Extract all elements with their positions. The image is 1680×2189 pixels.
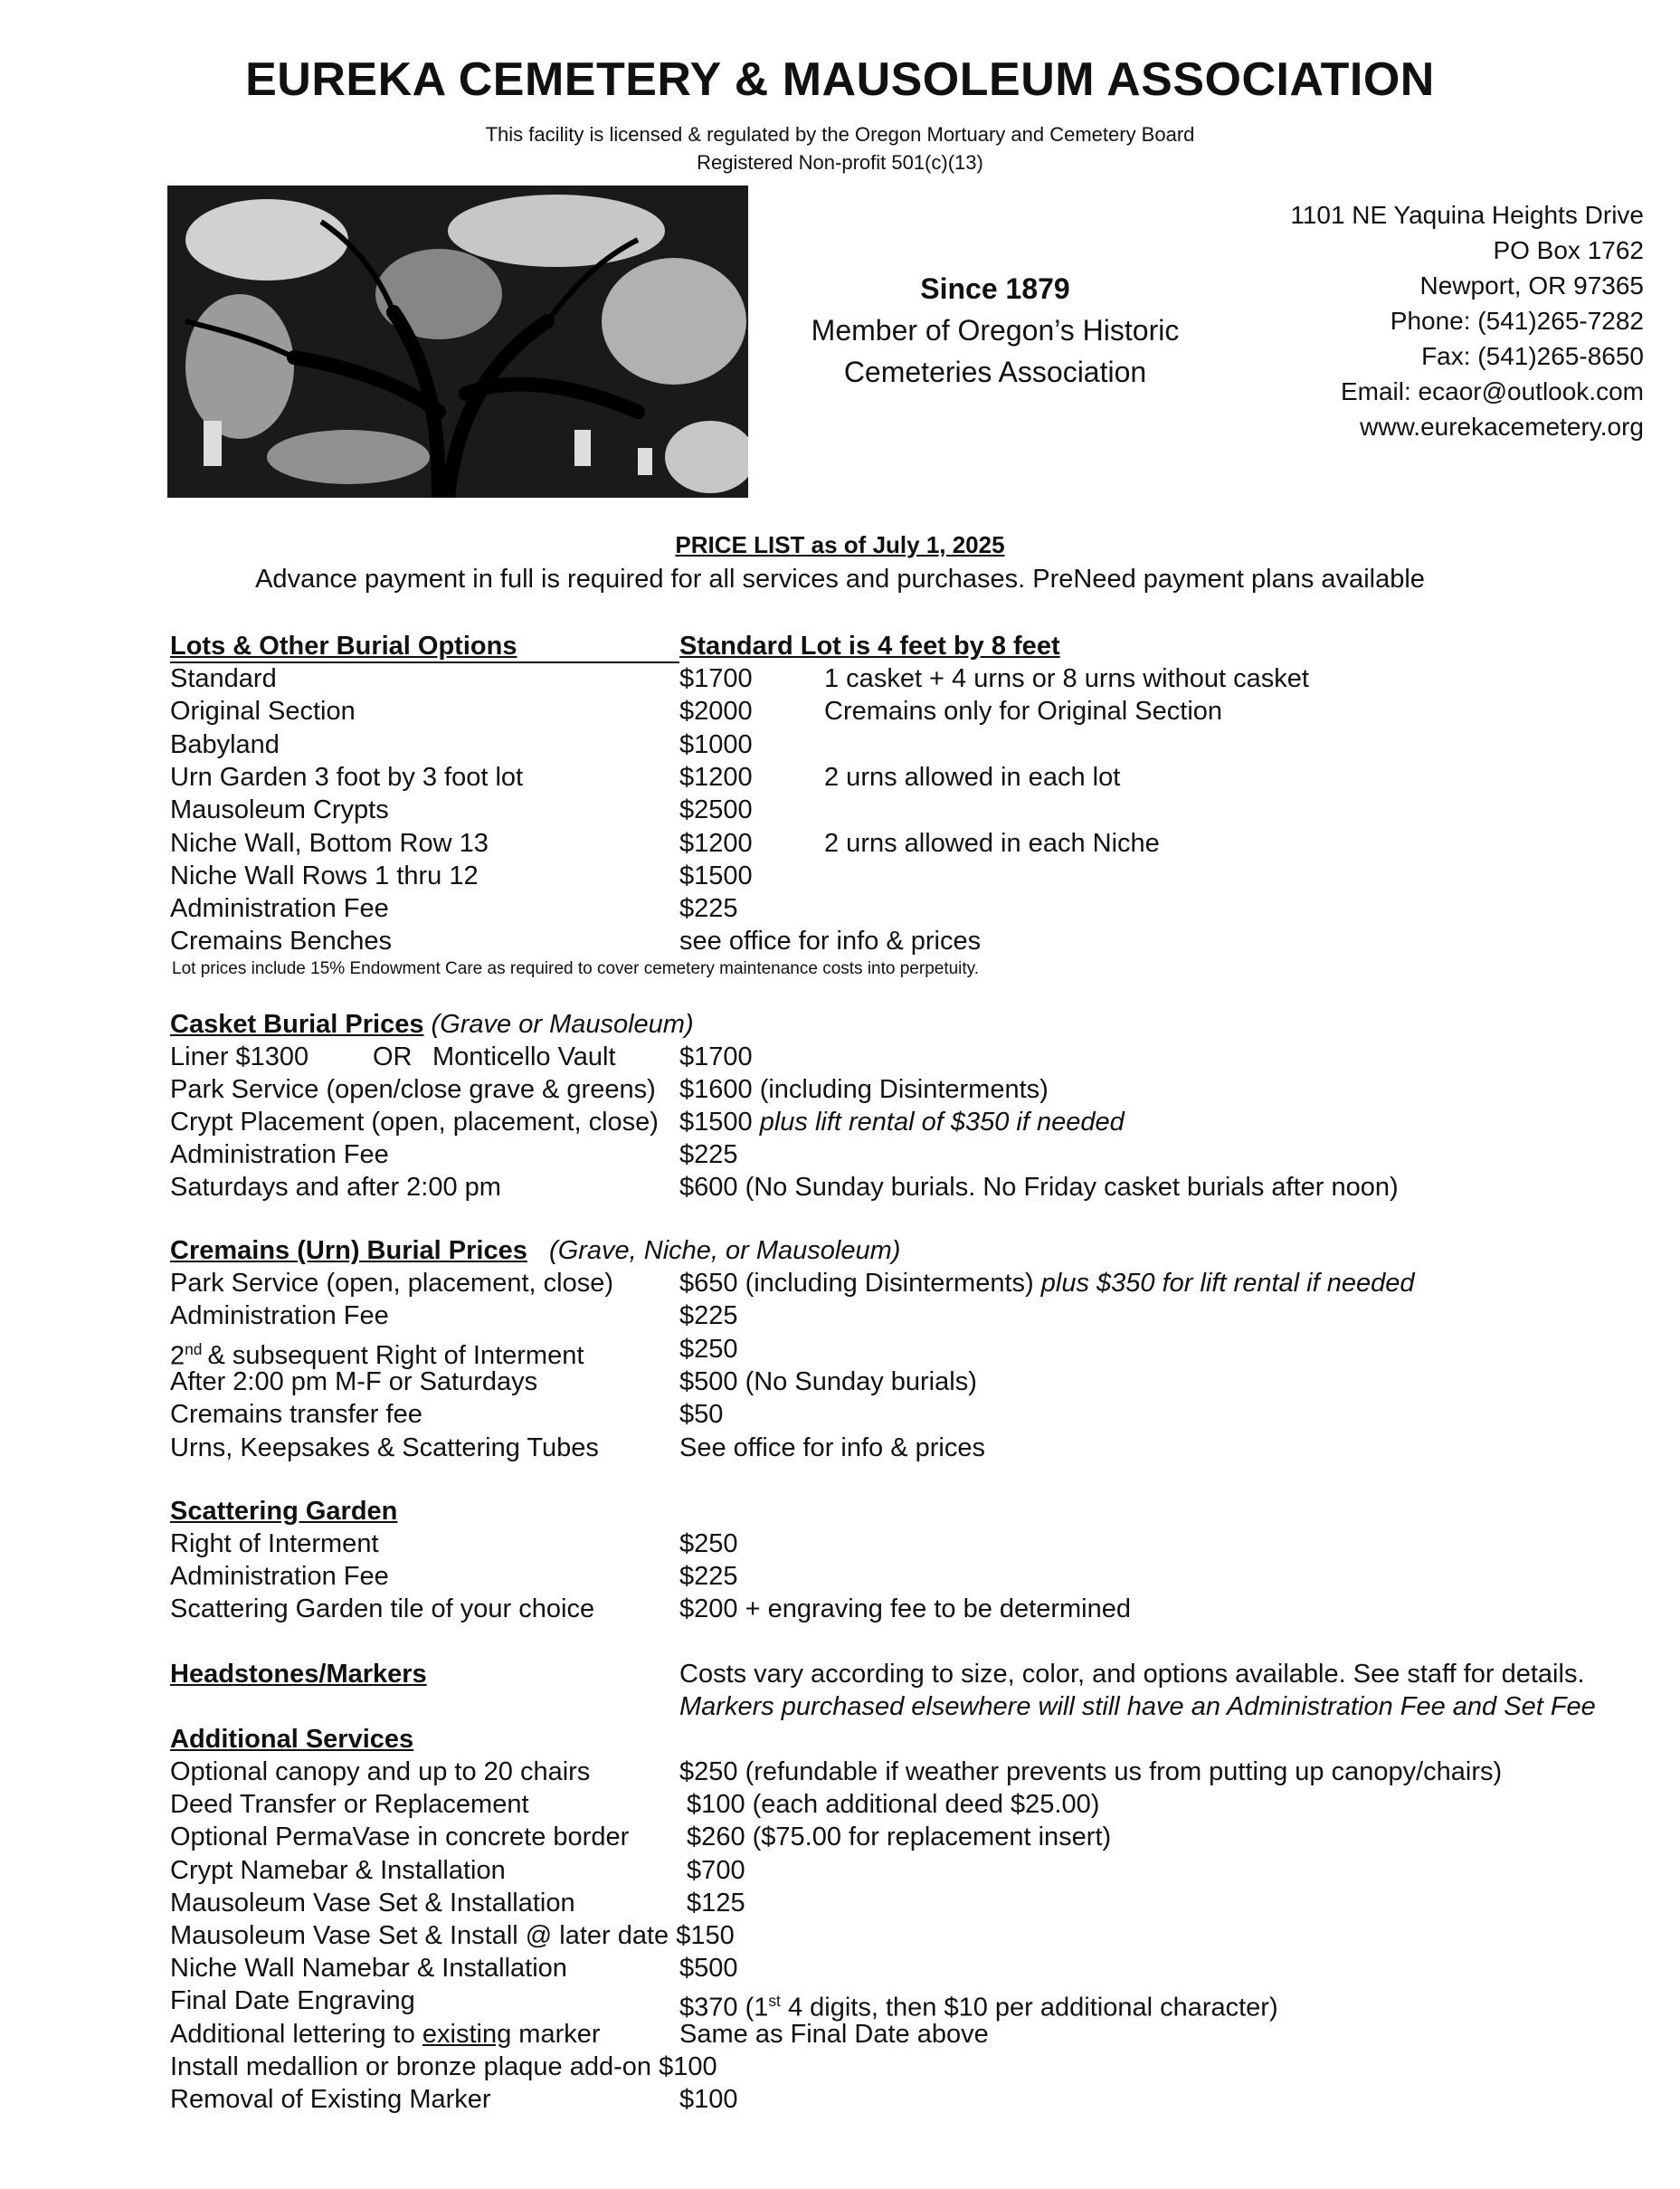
item-price: $500 (No Sunday burials) <box>679 1366 977 1396</box>
casket-heading: Casket Burial Prices <box>170 1010 424 1039</box>
item-price: $600 (No Sunday burials. No Friday casket burials after noon) <box>679 1173 1399 1202</box>
ordinal-number: 2 <box>170 1341 185 1371</box>
additional-heading: Additional Services <box>170 1725 414 1754</box>
item-price: $225 <box>679 894 738 924</box>
item-name-group <box>170 1398 422 1431</box>
item-name: Cremains Benches <box>170 927 392 956</box>
item-price: $260 ($75.00 for replacement insert) <box>679 1823 1112 1852</box>
item-price: $225 <box>679 1562 738 1591</box>
item-price: $1000 <box>679 729 753 759</box>
vault-price: $1700 <box>679 1042 753 1071</box>
item-price-group <box>679 1854 745 1887</box>
item-name: Park Service (open/close grave & greens) <box>170 1075 656 1104</box>
price-list-heading: PRICE LIST as of July 1, 2025 <box>675 531 1005 558</box>
lots-footnote: Lot prices include 15% Endowment Care as required to cover cemetery maintenance costs into perpetuity. <box>172 959 980 978</box>
email-address: Email: ecaor@outlook.com <box>1340 377 1644 405</box>
page-title: EUREKA CEMETERY & MAUSOLEUM ASSOCIATION <box>245 53 1435 106</box>
item-price-group <box>679 1788 1099 1821</box>
item-price-group <box>679 2018 989 2051</box>
item-name: Scattering Garden tile of your choice <box>170 1594 595 1623</box>
item-price-group <box>679 1366 977 1398</box>
item-name: Niche Wall Namebar & Installation <box>170 1954 567 1984</box>
item-name-group <box>170 1366 537 1398</box>
headstones-note: Markers purchased elsewhere will still have an Administration Fee and Set Fee <box>679 1692 1596 1721</box>
item-name: Standard <box>170 664 277 693</box>
item-name: Optional canopy and up to 20 chairs <box>170 1757 591 1786</box>
nonprofit-line: Registered Non-profit 501(c)(13) <box>697 151 983 174</box>
item-price-group <box>679 1756 1502 1788</box>
item-name-rest: marker <box>511 2019 601 2049</box>
item-price-group <box>679 1821 1111 1853</box>
item-price: $100 <box>679 2085 738 2114</box>
casket-heading-note: (Grave or Mausoleum) <box>423 1010 694 1039</box>
liner-price: Liner $1300 <box>170 1042 309 1071</box>
item-name-group <box>170 1788 529 1821</box>
item-name-group <box>170 1756 590 1788</box>
item-name: Optional PermaVase in concrete border <box>170 1823 630 1852</box>
item-price: $700 <box>679 1855 745 1885</box>
lots-heading: Lots & Other Burial Options <box>170 632 517 661</box>
item-name-group <box>170 2083 491 2116</box>
item-name-group <box>170 1887 575 1919</box>
item-note: 1 casket + 4 urns or 8 urns without casket <box>824 664 1309 693</box>
headstones-text: Costs vary according to size, color, and options available. See staff for details. <box>679 1660 1585 1689</box>
item-price-group <box>679 1106 1125 1138</box>
item-price-rest: 4 digits, then $10 per additional character) <box>780 1994 1278 2023</box>
item-price: $50 <box>679 1400 724 1430</box>
item-price: $100 (each additional deed $25.00) <box>679 1790 1100 1820</box>
since-label: Since 1879 <box>920 272 1070 305</box>
item-note: 2 urns allowed in each lot <box>824 762 1121 792</box>
lots-subheading: Standard Lot is 4 feet by 8 feet <box>679 632 1060 661</box>
license-line: This facility is licensed & regulated by the Oregon Mortuary and Cemetery Board <box>485 123 1195 146</box>
city-state-zip: Newport, OR 97365 <box>1419 271 1644 300</box>
item-name: Final Date Engraving <box>170 1986 415 2016</box>
item-price: Same as Final Date above <box>679 2019 989 2049</box>
item-price-group <box>679 1267 1414 1299</box>
item-price-group <box>679 1952 738 1984</box>
item-name: Saturdays and after 2:00 pm <box>170 1173 501 1202</box>
item-price: $250 (refundable if weather prevents us from putting up canopy/chairs) <box>679 1757 1503 1786</box>
item-price-group <box>679 1432 985 1464</box>
item-name-group <box>170 1952 567 1984</box>
contact-address <box>1290 197 1644 444</box>
item-name: After 2:00 pm M-F or Saturdays <box>170 1366 538 1396</box>
item-price: $1200 <box>679 762 753 792</box>
item-name: Urns, Keepsakes & Scattering Tubes <box>170 1432 599 1462</box>
fax-number: Fax: (541)265-8650 <box>1421 342 1644 370</box>
cremains-heading: Cremains (Urn) Burial Prices <box>170 1236 527 1265</box>
item-price: $1500 <box>679 1108 760 1137</box>
item-name: Removal of Existing Marker <box>170 2085 491 2114</box>
item-name-group <box>170 1984 415 2017</box>
item-name: Administration Fee <box>170 1140 389 1169</box>
item-price: $1500 <box>679 861 753 890</box>
or-label: OR <box>373 1042 413 1071</box>
ordinal-suffix: st <box>768 1992 781 2011</box>
item-price: $1200 <box>679 828 753 858</box>
item-name: Park Service (open, placement, close) <box>170 1269 613 1298</box>
item-name: & subsequent Right of Interment <box>207 1341 584 1371</box>
item-note: 2 urns allowed in each Niche <box>824 828 1160 858</box>
item-name: Niche Wall, Bottom Row 13 <box>170 828 489 858</box>
item-price: See office for info & prices <box>679 1432 985 1462</box>
item-name: Administration Fee <box>170 1301 389 1331</box>
item-name: Additional lettering to <box>170 2019 422 2049</box>
ordinal-suffix: nd <box>185 1339 203 1358</box>
member-line-1: Member of Oregon’s Historic <box>811 314 1180 347</box>
item-price: $250 <box>679 1529 738 1558</box>
item-name-group <box>170 1299 389 1332</box>
item-name: Administration Fee <box>170 894 389 924</box>
item-price: $250 <box>679 1334 738 1364</box>
item-name-group <box>170 1854 506 1887</box>
item-name: Install medallion or bronze plaque add-on $100 <box>170 2051 717 2081</box>
item-name-group <box>170 2051 717 2083</box>
item-price: $125 <box>679 1888 745 1918</box>
item-name-group <box>170 1919 735 1952</box>
item-price: $370 (1 <box>679 1994 769 2023</box>
tree-photo-image <box>167 186 748 498</box>
item-price: see office for info & prices <box>679 927 982 956</box>
cremains-heading-note: (Grave, Niche, or Mausoleum) <box>527 1236 901 1265</box>
item-price: $1700 <box>679 664 753 693</box>
item-name: Urn Garden 3 foot by 3 foot lot <box>170 762 524 792</box>
item-name-group <box>170 1432 599 1464</box>
headstones-heading: Headstones/Markers <box>170 1660 427 1689</box>
item-price-group <box>679 2083 738 2116</box>
advance-payment-note: Advance payment in full is required for all services and purchases. PreNeed payment plans available <box>255 565 1425 594</box>
item-price-group <box>679 1887 745 1919</box>
item-price: $2500 <box>679 795 753 825</box>
item-price: $500 <box>679 1954 738 1984</box>
item-name: Administration Fee <box>170 1562 389 1591</box>
item-name: Mausoleum Crypts <box>170 795 389 825</box>
item-price-group <box>679 1138 738 1171</box>
item-name: Deed Transfer or Replacement <box>170 1790 529 1820</box>
item-price: $225 <box>679 1140 738 1169</box>
item-name-group <box>170 2018 601 2051</box>
phone-number: Phone: (541)265-7282 <box>1390 307 1644 335</box>
street-address: 1101 NE Yaquina Heights Drive <box>1290 201 1644 229</box>
item-name: Crypt Namebar & Installation <box>170 1855 506 1885</box>
item-price-group <box>679 1398 723 1431</box>
item-price-note: plus lift rental of $350 if needed <box>759 1108 1125 1137</box>
vault-label: Monticello Vault <box>432 1042 616 1071</box>
item-price-group <box>679 1299 738 1332</box>
item-name-emphasis: existing <box>422 2019 512 2049</box>
item-price-note: plus $350 for lift rental if needed <box>1040 1269 1415 1298</box>
item-price: $225 <box>679 1301 738 1331</box>
item-name: Original Section <box>170 697 356 727</box>
item-price: $1600 (including Disinterments) <box>679 1075 1049 1104</box>
item-price: $650 (including Disinterments) <box>679 1269 1041 1298</box>
item-name-group <box>170 1267 613 1299</box>
item-note: Cremains only for Original Section <box>824 697 1223 727</box>
item-name: Niche Wall Rows 1 thru 12 <box>170 861 479 890</box>
item-price: $200 + engraving fee to be determined <box>679 1594 1132 1623</box>
item-price-group <box>679 1333 738 1366</box>
website-url: www.eurekacemetery.org <box>1360 413 1644 441</box>
item-name-group <box>170 1821 629 1853</box>
item-name: Right of Interment <box>170 1529 379 1558</box>
item-name: Mausoleum Vase Set & Install @ later date $150 <box>170 1921 735 1950</box>
po-box: PO Box 1762 <box>1493 236 1644 264</box>
item-name: Mausoleum Vase Set & Installation <box>170 1888 575 1918</box>
item-price-group <box>679 1171 1399 1204</box>
item-name: Cremains transfer fee <box>170 1400 422 1430</box>
item-price-group <box>679 1073 1049 1106</box>
item-name: Babyland <box>170 729 280 759</box>
member-line-2: Cemeteries Association <box>843 356 1147 388</box>
scattering-heading: Scattering Garden <box>170 1497 398 1526</box>
item-price: $2000 <box>679 697 753 727</box>
item-name: Crypt Placement (open, placement, close) <box>170 1108 659 1137</box>
